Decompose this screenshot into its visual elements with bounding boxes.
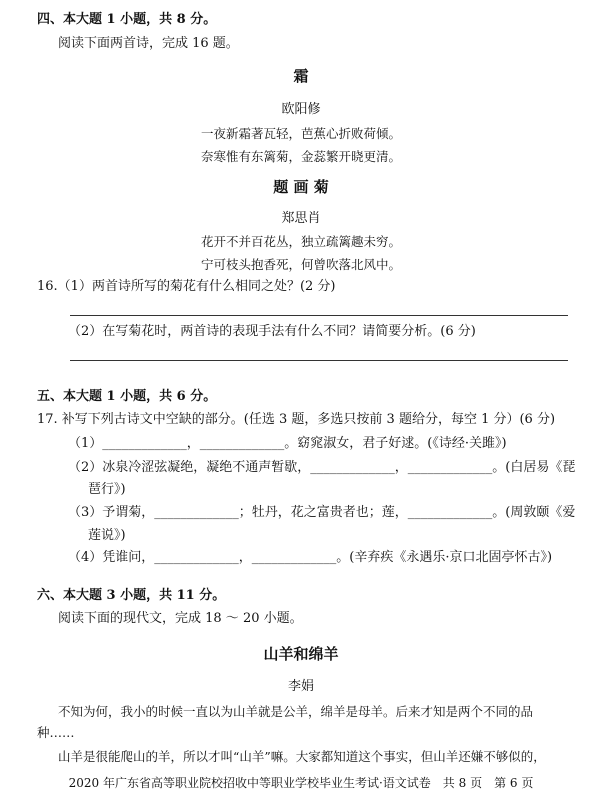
question-17-item-2-cont: 琶行》): [88, 482, 126, 497]
poem-1-line-1: 一夜新霜著瓦轻，芭蕉心折败荷倾。: [200, 126, 401, 141]
essay-paragraph-1-line-1: 不知为何，我小的时候一直以为山羊就是公羊，绵羊是母羊。后来才知是两个不同的品: [58, 704, 534, 719]
section-4-heading: 四、本大题 1 小题，共 8 分。: [37, 12, 217, 27]
answer-line: [70, 315, 568, 316]
question-17-item-3: （3）予谓菊，_____________；牡丹，花之富贵者也；莲，_____________。(周敦颐《爱: [68, 505, 576, 520]
poem-2-title: 题 画 菊: [273, 178, 329, 196]
essay-title: 山羊和绵羊: [263, 645, 339, 663]
answer-line: [70, 360, 568, 361]
poem-2-line-2: 宁可枝头抱香死，何曾吹落北风中。: [200, 257, 401, 272]
essay-author: 李娟: [287, 679, 314, 694]
essay-paragraph-1-line-2: 种……: [37, 725, 75, 740]
question-17-stem: 17. 补写下列古诗文中空缺的部分。(任选 3 题，多选只按前 3 题给分，每空 1 分）(6 分): [37, 412, 556, 427]
poem-2-author: 郑思肖: [281, 211, 321, 226]
section-5-heading: 五、本大题 1 小题，共 6 分。: [37, 389, 217, 404]
poem-1-line-2: 奈寒惟有东篱菊，金蕊繁开晓更清。: [200, 149, 401, 164]
question-17-item-2: （2）冰泉冷涩弦凝绝，凝绝不通声暂歇，_____________，_____________。(白居易《琵: [68, 460, 576, 475]
question-17-item-3-cont: 莲说》): [88, 528, 126, 543]
section-6-instruction: 阅读下面的现代文，完成 18 ～ 20 小题。: [58, 611, 303, 626]
poem-1-author: 欧阳修: [281, 102, 321, 117]
section-6-heading: 六、本大题 3 小题，共 11 分。: [37, 588, 226, 603]
question-17-item-4: （4）凭谁问，_____________，_____________。(辛弃疾《永遇乐·京口北固亭怀古》): [68, 550, 553, 565]
question-17-item-1: （1）_____________，_____________。窈窕淑女，君子好逑。(《诗经·关雎》): [68, 436, 507, 451]
essay-paragraph-2-line-1: 山羊是很能爬山的羊，所以才叫“山羊”嘛。大家都知道这个事实，但山羊还嫌不够似的，: [58, 749, 546, 764]
poem-2-line-1: 花开不并百花丛，独立疏篱趣未穷。: [200, 234, 401, 249]
question-16-part-2: （2）在写菊花时，两首诗的表现手法有什么不同？请简要分析。(6 分): [68, 324, 476, 339]
poem-1-title: 霜: [293, 67, 309, 85]
section-4-instruction: 阅读下面两首诗，完成 16 题。: [58, 36, 239, 51]
question-16-part-1: 16.（1）两首诗所写的菊花有什么相同之处？(2 分): [37, 279, 336, 294]
page-footer: 2020 年广东省高等职业院校招收中等职业学校毕业生考试·语文试卷 共 8 页 第 6 页: [68, 776, 534, 790]
